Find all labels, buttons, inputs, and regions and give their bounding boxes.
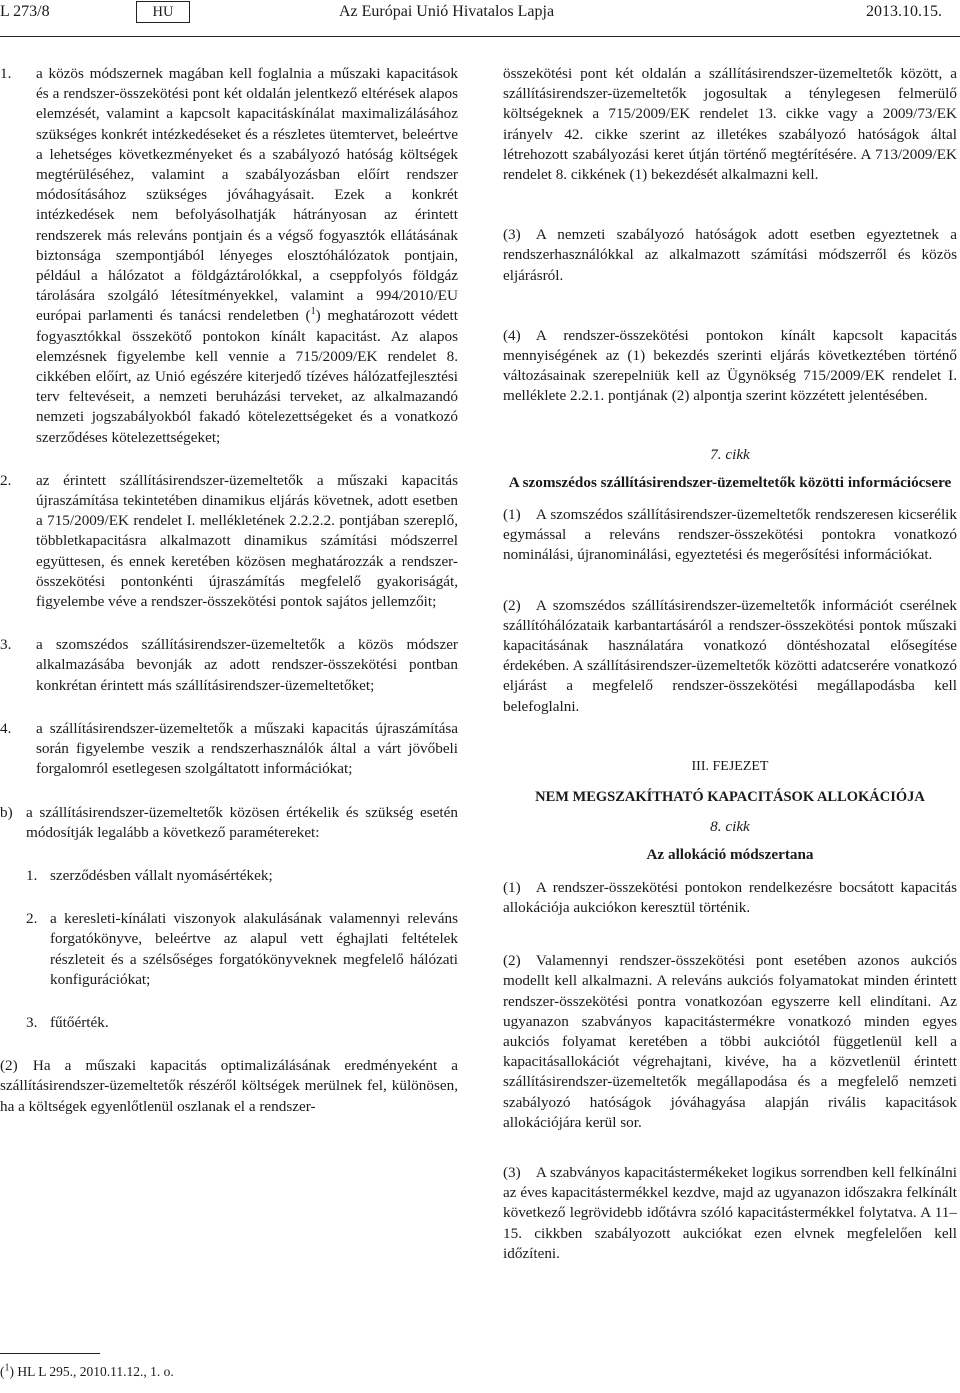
header-rule xyxy=(0,36,960,37)
article-number: 7. cikk xyxy=(710,445,750,463)
list-item xyxy=(0,719,458,780)
item-number: 3. xyxy=(0,636,12,654)
item-number: 1. xyxy=(0,65,12,82)
item-text: a szomszédos szállításirendszer-üzemeltetők a közös módszer alkalmazásába bevonják az adott rendszer-összekötési pontban konkrétan érintett más szállításirendszer-üzemeltetőket; xyxy=(36,636,458,694)
footnote-reference: 1 xyxy=(310,306,316,318)
paragraph: (1) A szomszédos szállításirendszer-üzemeltetők rendszeresen kicserélik egymással a releváns rendszer-összekötési pontokra vonatkozó nominálási, újranominálási, egyeztetési és megerősítési információkat. xyxy=(503,506,957,564)
item-number: 2. xyxy=(26,910,38,928)
list-item xyxy=(0,803,458,843)
item-text: a keresleti-kínálati viszonyok alakulásának valamennyi releváns forgatókönyve, beleértve az alapul vett éghajlati feltételek részleteit és a szélsőséges forgatókönyveknek megfelelő hálózati konfigurációkat; xyxy=(50,910,458,988)
paragraph: (1) A rendszer-összekötési pontokon rendelkezésre bocsátott kapacitás allokációja aukciókon keresztül történik. xyxy=(503,878,957,916)
footnote-rule xyxy=(0,1353,100,1354)
item-text: szerződésben vállalt nyomásértékek; xyxy=(50,866,273,884)
item-number: 1. xyxy=(26,866,38,884)
list-item xyxy=(0,1013,458,1033)
item-label: b) xyxy=(0,803,13,821)
article-title: Az allokáció módszertana xyxy=(646,846,814,864)
article-title: A szomszédos szállításirendszer-üzemeltetők közötti információcsere xyxy=(508,473,952,491)
item-number: 4. xyxy=(0,719,12,737)
language-badge: HU xyxy=(136,1,190,23)
item-number: 3. xyxy=(26,1013,38,1031)
paragraph: (3) A szabványos kapacitástermékeket logikus sorrendben kell felkínálni az éves kapacitástermékkel kezdve, majd az ugyanazon időszakra felkínált következő legrövidebb időtávra szóló kapacitástermékkel folytatva. A 11–15. cikkben szabályozott aukciókat ezen elvnek megfelelően kell időzíteni. xyxy=(503,1163,957,1262)
item-number: 2. xyxy=(0,471,12,489)
chapter-title: NEM MEGSZAKÍTHATÓ KAPACITÁSOK ALLOKÁCIÓJA xyxy=(535,789,925,806)
publication-date: 2013.10.15. xyxy=(866,3,942,20)
list-item xyxy=(0,866,458,886)
page-header xyxy=(0,0,960,44)
item-text: az érintett szállításirendszer-üzemeltetők a műszaki kapacitás újraszámítása tekintetében dinamikus eljárás követnek, adott esetben a 715/2009/EK rendelet I. mellékletének 2.2.2.2. pontjában szereplő, többletkapacitásra alkalmazott dinamikus számítási módszerrel együttesen, és ennek keretében közösen meghatározzák a rendszer-összekötési pontonkénti újraszámítás megfelelő gyakoriságát, figyelembe véve a rendszer-összekötési pontok sajátos jellemzőit; xyxy=(36,471,458,611)
item-text: a közös módszernek magában kell foglalnia a műszaki kapacitások és a rendszer-összekötési pont két oldalán jelentkező eltérések alapos elemzését, valamint a kapcsolt kapacitáskínálat maximalizálásához szükséges konkrét intézkedéseket és a részletes ütemtervet, beleértve a lehetséges következményeket és a szabályozó hatóság költségek megtérüléséhez, valamint a szabályozásban előírt rendszer módosításához szükséges jóváhagyásait. Ezek a konkrét intézkedések nem befolyásolhatják hátrányosan az érintett rendszerek más releváns pontjain és a végső fogyasztók ellátásának biztonsága szempontjából lényeges elosztóhálózatok pontjain, például a hálózatot a földgáztárolókkal, a cseppfolyós földgáz tárolására szolgáló létesítményekkel, valamint a 994/2010/EU európai parlamenti és tanácsi rendeletben ($^1$) meghatározott védett fogyasztókkal összekötő pontokon kínált kapacitást. Az alapos elemzésnek figyelembe kell vennie a 715/2009/EK rendelet 8. cikkében előírt, az Unió egészére kiterjedő tízéves hálózatfejlesztési terv feltevéseit, a nemzeti beruházási terveket, az alkalmazandó nemzeti jogszabályokból fakadó kötelezettségeket és a vonatkozó szerződéses kötelezettségeket; xyxy=(36,65,458,446)
item-text: a szállításirendszer-üzemeltetők közösen értékelik és szükség esetén módosítják legalább a következő paramétereket: xyxy=(26,803,458,841)
list-item xyxy=(0,471,458,612)
right-column xyxy=(503,64,957,1264)
footnote-text: ) HL L 295., 2010.11.12., 1. o. xyxy=(9,1364,174,1379)
article-number: 8. cikk xyxy=(710,818,750,836)
journal-title: Az Európai Unió Hivatalos Lapja xyxy=(339,3,555,20)
footnote: ($^1$) HL L 295., 2010.11.12., 1. o. xyxy=(0,1362,174,1379)
paragraph: (2) Valamennyi rendszer-összekötési pont esetében azonos aukciós modellt kell alkalmazni. A releváns aukciós folyamatokat minden érintett rendszer-összekötési pontra vonatkozóan egyszerre kell elindítani. Az ugyanazon szabványos kapacitástermékre vonatkozó minden egyes aukciós folyamat keretében a többi aukciótól függetlenül kell a kapacitásallokációt végrehajtani, kivéve, ha a közvetlenül érintett szállításirendszer-üzemeltetők megállapodása és a megfelelő nemzeti szabályozó hatóságok jóváhagyása alapján rivális kapacitások allokációjára kerül sor. xyxy=(503,952,957,1131)
list-item xyxy=(0,635,458,696)
paragraph: összekötési pont két oldalán a szállításirendszer-üzemeltetők között, a szállításirendszer-üzemeltetők jogosultak a ténylegesen felmerülő költségeknek a 715/2009/EK rendelet 13. cikke vagy a 2009/73/EK irányelv 42. cikke szerint az illetékes szabályozó hatóságok által létrehozott szabályozási keret útján történő megtérítésére. A 713/2009/EK rendelet 8. cikkének (1) bekezdését alkalmazni kell. xyxy=(503,65,957,184)
paragraph: (3) A nemzeti szabályozó hatóságok adott esetben egyeztetnek a rendszerhasználókkal az alkalmazott számítási módszerről és közös eljárásról. xyxy=(503,226,957,284)
item-text: a szállításirendszer-üzemeltetők a műszaki kapacitás újraszámítása során figyelembe veszik a rendszerhasználók által a várt jövőbeli forgalomról esetlegesen szolgáltatott információkat; xyxy=(36,719,458,778)
list-item xyxy=(0,909,458,990)
page-reference: L 273/8 xyxy=(0,3,50,20)
chapter-number: III. FEJEZET xyxy=(691,758,769,774)
item-text: fűtőérték. xyxy=(50,1013,109,1031)
left-column xyxy=(0,64,458,1117)
paragraph: (2) A szomszédos szállításirendszer-üzemeltetők információt cserélnek szállítóhálózataik karbantartásáról a rendszer-összekötési pontok műszaki kapacitásának használatára vonatkozó döntéshozatal elősegítése érdekében. A szállításirendszer-üzemeltetők közötti adatcserére vonatkozó eljárást a megfelelő rendszer-összekötési megállapodásba kell belefoglalni. xyxy=(503,596,957,715)
footnote-mark: 1 xyxy=(4,1362,10,1374)
paragraph: (4) A rendszer-összekötési pontokon kínált kapcsolt kapacitás mennyiségének az (1) bekezdés szerinti eljárás következtében történő változásainak szerepelniük kell az Ügynökség 715/2009/EK rendelet I. melléklete 2.2.1. pontjának (2) alpontja szerint közzétett jelentésében. xyxy=(503,326,957,405)
paragraph: (2) Ha a műszaki kapacitás optimalizálásának eredményeként a szállításirendszer-üzemeltetők részéről költségek merülnek fel, különösen, ha a költségek egyenlőtlenül oszlanak el a rendszer- xyxy=(0,1057,458,1115)
list-item xyxy=(0,64,458,448)
